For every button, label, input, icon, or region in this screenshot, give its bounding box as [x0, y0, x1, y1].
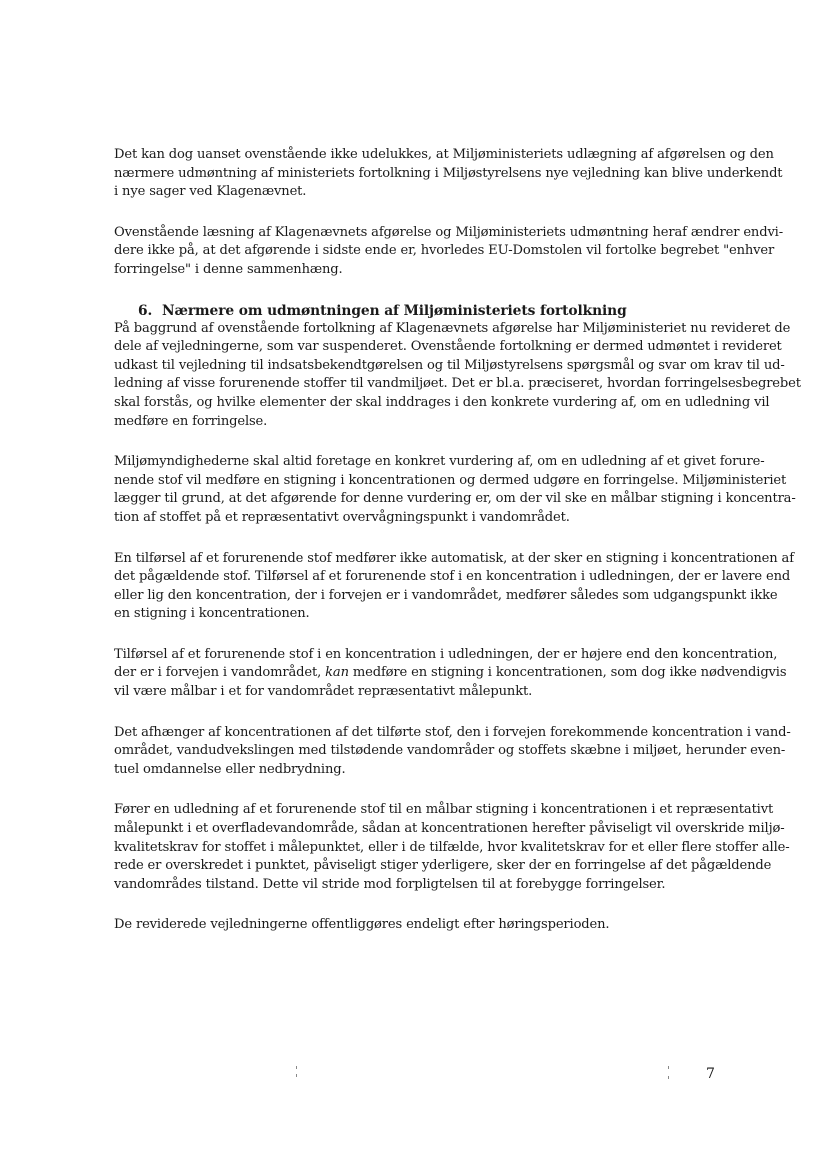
scan-mark — [668, 1076, 669, 1079]
text-line: medføre en forringelse. — [114, 413, 268, 429]
section-title: Nærmere om udmøntningen af Miljøministeriets fortolkning — [162, 302, 627, 319]
text-line: Ovenstående læsning af Klagenævnets afgørelse og Miljøministeriets udmøntning heraf ændrer endvi- — [114, 224, 783, 240]
text-line: udkast til vejledning til indsatsbekendtgørelsen og til Miljøstyrelsens spørgsmål og svar om krav til ud- — [114, 357, 785, 373]
paragraph — [114, 453, 796, 527]
paragraph — [114, 916, 720, 935]
text-line: Miljømyndighederne skal altid foretage en konkret vurdering af, om en udledning af et givet forure- — [114, 454, 765, 470]
text-line: Det afhænger af koncentrationen af det tilførte stof, den i forvejen forekommende koncentration i vand- — [114, 724, 791, 740]
section-number: 6. — [138, 302, 153, 319]
text-line: forringelse" i denne sammenhæng. — [114, 261, 343, 277]
text-line: skal forstås, og hvilke elementer der skal inddrages i den konkrete vurdering af, om en udledning vil — [114, 394, 770, 410]
text-line: De reviderede vejledningerne offentliggøres endeligt efter høringsperioden. — [114, 917, 610, 933]
text-line: dere ikke på, at det afgørende i sidste ende er, hvorledes EU-Domstolen vil fortolke begrebet "enhver — [114, 243, 775, 259]
text-line: Tilførsel af et forurenende stof i en koncentration i udledningen, der er højere end den koncentration, — [114, 646, 778, 662]
text-line: målepunkt i et overfladevandområde, sådan at koncentrationen herefter påviseligt vil overskride miljø- — [114, 821, 785, 837]
text-line: På baggrund af ovenstående fortolkning af Klagenævnets afgørelse har Miljøministeriet nu revideret de — [114, 320, 791, 336]
text-line: eller lig den koncentration, der i forvejen er i vandområdet, medfører således som udgangspunkt ikke — [114, 587, 778, 603]
paragraph — [114, 224, 783, 280]
section-body — [114, 320, 801, 935]
text-line: En tilførsel af et forurenende stof medfører ikke automatisk, at der sker en stigning i koncentrationen af — [114, 550, 794, 566]
text-line: vil være målbar i et for vandområdet repræsentativt målepunkt. — [114, 684, 533, 700]
text-line: området, vandudvekslingen med tilstødende vandområder og stoffets skæbne i miljøet, herunder even- — [114, 743, 786, 759]
text-line: lægger til grund, at det afgørende for denne vurdering er, om der vil ske en målbar stigning i koncentra- — [114, 491, 796, 507]
text-line: kvalitetskrav for stoffet i målepunktet, eller i de tilfælde, hvor kvalitetskrav for et eller flere stoffer alle- — [114, 839, 790, 855]
paragraph — [114, 320, 801, 432]
text-line: vandområdes tilstand. Dette vil stride mod forpligtelsen til at forebygge forringelser. — [114, 876, 666, 892]
paragraph — [114, 724, 791, 780]
text-line: dele af vejledningerne, som var suspenderet. Ovenstående fortolkning er dermed udmøntet i revideret — [114, 339, 782, 355]
paragraph — [114, 801, 790, 894]
paragraph — [114, 550, 794, 624]
intro-section — [114, 146, 783, 280]
document-body — [114, 146, 801, 935]
scan-mark — [668, 1066, 669, 1069]
text-line: i nye sager ved Klagenævnet. — [114, 184, 307, 200]
text-line: rede er overskredet i punktet, påviseligt stiger yderligere, sker der en forringelse af det pågældende — [114, 858, 772, 874]
text-line: der er i forvejen i vandområdet, kan medføre en stigning i koncentrationen, som dog ikke nødvendigvis — [114, 665, 787, 681]
scan-mark — [296, 1074, 297, 1077]
paragraph — [114, 146, 783, 202]
page-number: 7 — [706, 1066, 715, 1082]
text-line: en stigning i koncentrationen. — [114, 606, 310, 622]
text-line: det pågældende stof. Tilførsel af et forurenende stof i en koncentration i udledningen, der er lavere end — [114, 569, 791, 585]
text-line: Fører en udledning af et forurenende stof til en målbar stigning i koncentrationen i et repræsentativt — [114, 802, 774, 818]
text-line: ledning af visse forurenende stoffer til vandmiljøet. Det er bl.a. præciseret, hvordan forringelsesbegrebet — [114, 376, 801, 392]
section-heading — [138, 302, 720, 320]
text-line: Det kan dog uanset ovenstående ikke udelukkes, at Miljøministeriets udlægning af afgørelsen og den — [114, 147, 774, 162]
scan-mark — [296, 1066, 297, 1069]
text-line: nende stof vil medføre en stigning i koncentrationen og dermed udgøre en forringelse. Miljøministeriet — [114, 472, 787, 488]
text-line: tuel omdannelse eller nedbrydning. — [114, 761, 346, 777]
text-line: nærmere udmøntning af ministeriets fortolkning i Miljøstyrelsens nye vejledning kan blive underkendt — [114, 165, 783, 181]
paragraph — [114, 646, 787, 702]
text-line: tion af stoffet på et repræsentativt overvågningspunkt i vandområdet. — [114, 509, 570, 525]
